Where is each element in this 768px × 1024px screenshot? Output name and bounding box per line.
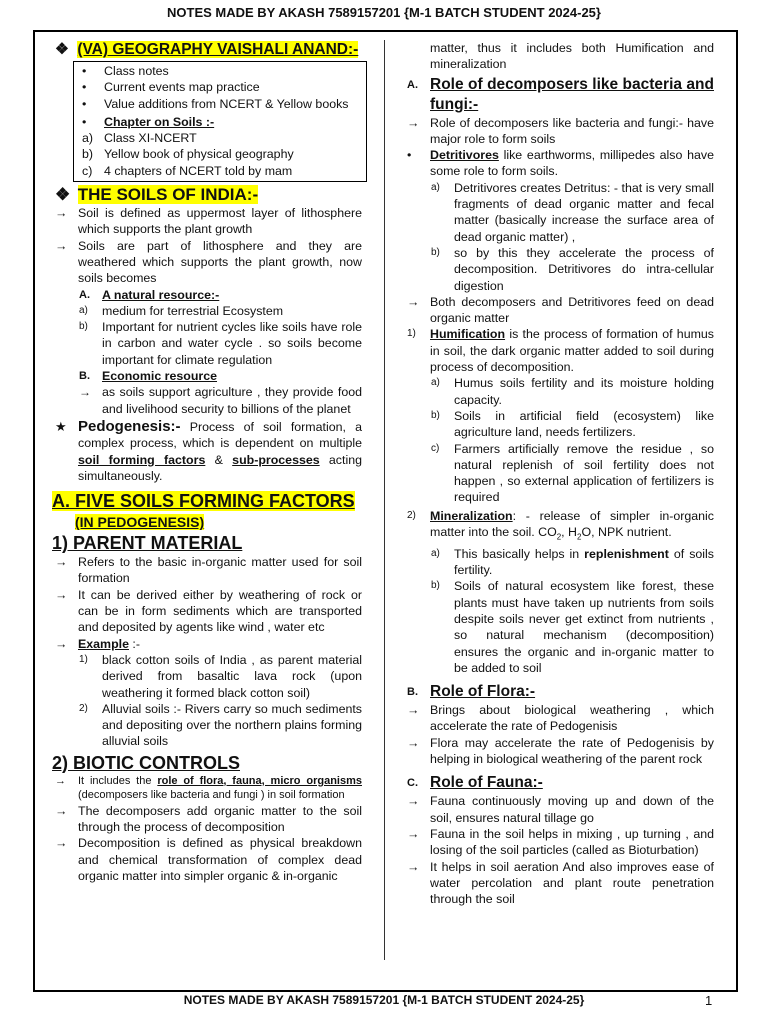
list-item: → Brings about biological weathering , which accelerate the rate of Pedogenisis	[407, 703, 714, 734]
list-item: → The decomposers add organic matter to the soil through the process of decomposition	[55, 803, 362, 834]
resources-box	[73, 61, 367, 182]
list-item: → It can be derived either by weathering of rock or can be in form sediments which are transported and deposited by agents like wind , water etc	[55, 587, 362, 635]
arrow-icon: →	[407, 859, 420, 874]
bullet-icon: •	[82, 114, 87, 129]
arrow-icon: →	[407, 735, 420, 750]
list-item: 1) Humification is the process of formation of humus in soil, the dark organic matter added to soil during process of decomposition.	[407, 327, 714, 375]
list-item: b) so by this they accelerate the process of decomposition. Detritivores do intra-cellular digestion	[431, 245, 714, 293]
arrow-icon: →	[55, 636, 68, 651]
list-item: • Value additions from NCERT & Yellow books	[82, 96, 349, 111]
list-item: b) Soils of natural ecosystem like forest, these plants must have taken up nutrients from soils despite soils never get extinct from nutrients , so natural mechanism (decomposition) ensures the organic and in-organic matter to be added to soil	[431, 579, 714, 675]
arrow-icon: →	[55, 555, 68, 570]
left-column	[52, 40, 362, 884]
parent-material-heading: 1) PARENT MATERIAL	[52, 533, 243, 554]
list-item: • Detritivores like earthworms, millipedes also have some role to form soils.	[407, 148, 714, 179]
arrow-icon: →	[407, 294, 420, 309]
fauna-heading: C. Role of Fauna:-	[407, 774, 543, 792]
list-item: c) Farmers artificially remove the residue , so natural replenish of soil fertility does not happen , so external application of fertilizers is required	[431, 441, 714, 505]
list-item: a) This basically helps in replenishment of soils fertility.	[431, 546, 714, 578]
list-item: b) Yellow book of physical geography	[82, 147, 294, 162]
arrow-icon: →	[55, 206, 68, 221]
pedogenesis-item: ★ Pedogenesis:- Process of soil formation, a complex process, which is dependent on multiple soil forming factors & sub-processes acting simultaneously.	[55, 417, 362, 483]
list-item: 2) Alluvial soils :- Rivers carry so much sediments and depositing over the northern plains forming alluvial soils	[79, 701, 362, 749]
in-pedogenesis-heading: (IN PEDOGENESIS)	[75, 514, 205, 531]
geography-heading: ❖ (VA) GEOGRAPHY VAISHALI ANAND:-	[55, 41, 359, 58]
list-item: a) Class XI-NCERT	[82, 131, 197, 146]
arrow-icon: →	[55, 803, 68, 818]
list-item: 2) Mineralization: - release of simpler in-organic matter into the soil. $CO_2$, $H_2O$, NPK nutrient.	[407, 508, 714, 542]
list-item: → Soil is defined as uppermost layer of lithosphere which supports the plant growth	[55, 206, 362, 237]
arrow-icon: →	[407, 115, 420, 130]
right-column: matter, thus it includes both Humification and mineralization A. Role of decomposers like bacteria and fungi:- → Role of decomposers like bacteria and fungi:- have major role to form soils • Detritivores like earthworms, millipedes also have some role to form soils. a) Detritivores creates Detritus: - that is very small fragments of dead organic matter and fecal matter (basically increase the surface area of dead organic matter) , b) so by this they accelerate the process of decomposition. Detritivores do intra-cellular digestion → Both decomposers and Detritivores feed on dead organic matter 1) Humification is the process of formation of humus in soil, the dark organic matter added to soil during process of decomposition. a) Humus soils fertility and its moisture holding capacity. b) Soils in artificial field (ecosystem) like agriculture land, needs fertilizers. c) Farmers artificially remove the residue , so natural replenish of soil fertility does not happen , so external application of fertilizers is required 2) Mineralization: - release of simpler in-organic matter into the soil. $CO_2$, $H_2O$, NPK nutrient. a) This basically helps in replenishment of soils fertility. b) Soils of natural ecosystem like forest, these plants must have taken up nutrients from soils despite soils never get extinct from nutrients , so natural mechanism (decomposition) ensures the organic and in-organic matter to be added to soil B. Role of Flora:- → Brings about biological weathering , which accelerate the rate of Pedogenisis → Flora may accelerate the rate of Pedogenisis by helping in biological weathering of the parent rock C. Role of Fauna:- → Fauna continuously moving up and down of the soil, ensures natural tillage go → Fauna in the soil helps in mixing , up turning , and losing of the soil particles (called as Bioturbation) → It helps in soil aeration And also improves ease of water percolation and plant route penetration through the soil	[407, 41, 714, 907]
arrow-icon: →	[55, 836, 68, 851]
list-item: → Fauna continuously moving up and down of the soil, ensures natural tillage go	[407, 794, 714, 825]
list-item: → It includes the role of flora, fauna, micro organisms (decomposers like bacteria and fungi ) in soil formation	[55, 774, 362, 802]
arrow-icon: →	[407, 703, 420, 718]
bullet-icon: •	[82, 64, 87, 78]
list-item: → Flora may accelerate the rate of Pedogenisis by helping in biological weathering of the parent rock	[407, 735, 714, 767]
flora-heading: B. Role of Flora:-	[407, 683, 536, 701]
star-icon: ★	[55, 418, 67, 434]
list-item: b) Soils in artificial field (ecosystem) like agriculture land, needs fertilizers.	[431, 408, 714, 440]
arrow-icon: →	[407, 826, 420, 841]
soils-heading: ❖ THE SOILS OF INDIA:-	[55, 185, 259, 205]
decomposers-heading: A. Role of decomposers like bacteria and fungi:-	[407, 75, 714, 113]
list-item: a) Humus soils fertility and its moisture holding capacity.	[431, 376, 714, 407]
list-item: a) medium for terrestrial Ecosystem	[79, 303, 284, 318]
arrow-icon: →	[79, 385, 91, 400]
list-item: b) Important for nutrient cycles like soils have role in carbon and water cycle . so soils become important for climate regulation	[79, 320, 362, 367]
list-item: c) 4 chapters of NCERT told by mam	[82, 163, 293, 178]
list-item: → Decomposition is defined as physical breakdown and chemical transformation of complex dead organic matter into simpler organic & in-organic	[55, 836, 362, 883]
sub-heading: B. Economic resource	[79, 369, 218, 384]
arrow-icon: →	[407, 794, 420, 809]
list-item: → Refers to the basic in-organic matter used for soil formation	[55, 555, 362, 586]
page-number: 1	[705, 993, 713, 1008]
list-item: → Both decomposers and Detritivores feed on dead organic matter	[407, 294, 714, 326]
list-item: → Fauna in the soil helps in mixing , up turning , and losing of the soil particles (called as Bioturbation)	[407, 826, 714, 858]
arrow-icon: →	[55, 587, 68, 602]
list-item: • Current events map practice	[82, 80, 260, 95]
list-item: → Example :-	[55, 636, 140, 651]
diamond-bullet-icon: ❖	[55, 41, 69, 58]
list-item: a) Detritivores creates Detritus: - that is very small fragments of dead organic matter and fecal matter (basically increase the surface area of dead organic matter) ,	[431, 180, 714, 244]
page-footer: NOTES MADE BY AKASH 7589157201 {M-1 BATCH STUDENT 2024-25}	[183, 993, 585, 1007]
list-item: 1) black cotton soils of India , as parent material derived from basaltic lava rock (upon weathering it formed black cotton soil)	[79, 652, 362, 700]
list-item: → Role of decomposers like bacteria and fungi:- have major role to form soils	[407, 115, 714, 146]
five-factors-heading: A. FIVE SOILS FORMING FACTORS	[52, 491, 355, 512]
column-divider	[384, 40, 385, 960]
page-header: NOTES MADE BY AKASH 7589157201 {M-1 BATCH STUDENT 2024-25}	[167, 5, 601, 20]
diamond-bullet-icon: ❖	[55, 185, 71, 205]
bullet-icon: •	[82, 96, 87, 111]
arrow-icon: →	[55, 774, 66, 787]
bullet-icon: •	[407, 148, 412, 163]
list-item: • Class notes	[82, 64, 169, 78]
list-item: → Soils are part of lithosphere and they are weathered which supports the plant growth, now soils becomes	[55, 238, 362, 286]
list-item: → as soils support agriculture , they provide food and livelihood security to billions of the planet	[79, 385, 362, 416]
sub-heading: A. A natural resource:-	[79, 287, 220, 302]
arrow-icon: →	[55, 238, 68, 253]
biotic-controls-heading: 2) BIOTIC CONTROLS	[52, 752, 240, 773]
list-item: • Chapter on Soils :-	[82, 114, 215, 129]
list-item: → It helps in soil aeration And also improves ease of water percolation and plant route penetration through the soil	[407, 859, 714, 907]
bullet-icon: •	[82, 80, 87, 95]
